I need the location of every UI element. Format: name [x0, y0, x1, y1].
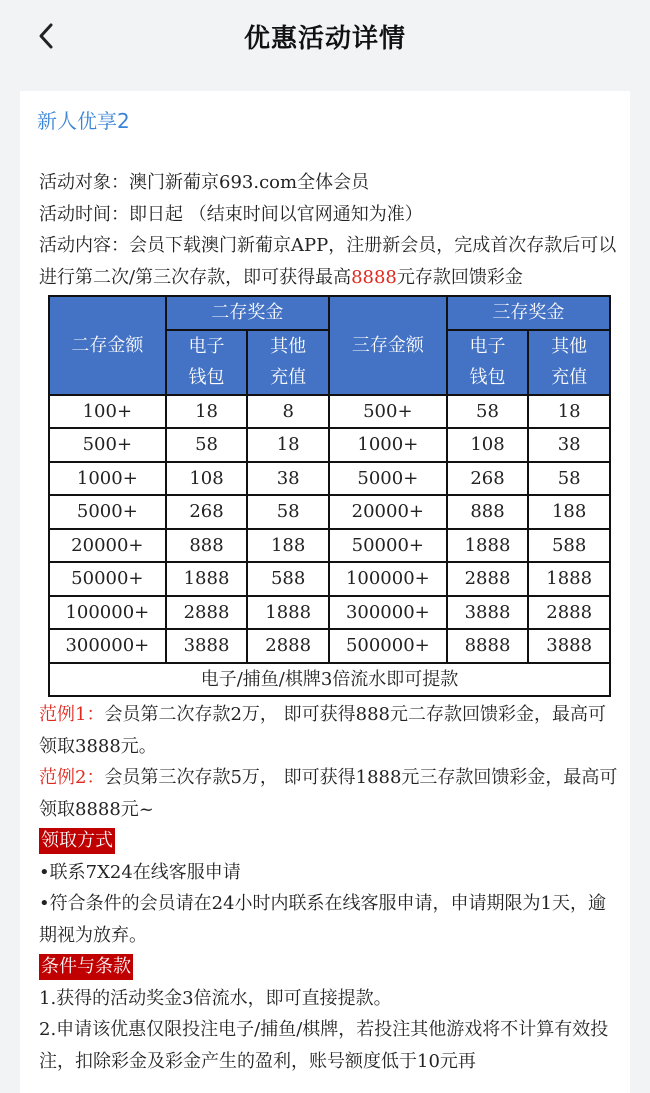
- third-bonus-header: 三存奖金: [447, 296, 610, 330]
- second-wallet-cell: 268: [166, 495, 248, 529]
- third-other-cell: 1888: [528, 562, 610, 596]
- max-bonus-highlight: 8888: [351, 266, 397, 288]
- page-title: 优惠活动详情: [243, 24, 406, 54]
- third-wallet-cell: 2888: [447, 562, 529, 596]
- second-bonus-header: 二存奖金: [166, 296, 329, 330]
- third-amount-header: 三存金额: [329, 296, 447, 395]
- third-wallet-cell: 3888: [447, 596, 529, 630]
- example-text: 会员第二次存款2万， 即可获得888元二存款回馈彩金，最高可领取3888元。: [39, 704, 606, 757]
- second-amount-header: 二存金额: [49, 296, 166, 395]
- second-amount-cell: 50000+: [49, 562, 166, 596]
- example-2: [39, 762, 619, 825]
- second-wallet-cell: 888: [166, 529, 248, 563]
- claim-item: •联系7X24在线客服申请: [39, 861, 241, 883]
- content-line: [39, 230, 619, 293]
- table-row: [49, 395, 610, 429]
- third-amount-cell: 1000+: [329, 428, 447, 462]
- promo-title: 新人优享2: [37, 109, 130, 133]
- third-wallet-cell: 268: [447, 462, 529, 496]
- second-other-cell: 588: [247, 562, 329, 596]
- table-row: [49, 529, 610, 563]
- third-wallet-cell: 8888: [447, 629, 529, 663]
- third-wallet-cell: 1888: [447, 529, 529, 563]
- second-wallet-cell: 3888: [166, 629, 248, 663]
- third-wallet-cell: 108: [447, 428, 529, 462]
- third-other-cell: 58: [528, 462, 610, 496]
- wallet-header: 电子 钱包: [166, 330, 248, 395]
- table-row: [49, 596, 610, 630]
- third-amount-cell: 300000+: [329, 596, 447, 630]
- app-header: [0, 0, 650, 72]
- third-amount-cell: 50000+: [329, 529, 447, 563]
- second-wallet-cell: 1888: [166, 562, 248, 596]
- second-amount-cell: 100000+: [49, 596, 166, 630]
- claim-item: •符合条件的会员请在24小时内联系在线客服申请，申请期限为1天，逾期视为放弃。: [39, 893, 606, 946]
- other-header: 其他 充值: [247, 330, 329, 395]
- promo-card: [20, 91, 630, 1093]
- second-amount-cell: 20000+: [49, 529, 166, 563]
- content-suffix: 元存款回馈彩金: [396, 266, 523, 288]
- table-footer: 电子/捕鱼/棋牌3倍流水即可提款: [49, 663, 610, 697]
- wallet-header: 电子 钱包: [447, 330, 529, 395]
- claim-heading: 领取方式: [39, 828, 115, 854]
- terms-item: 1.获得的活动奖金3倍流水，即可直接提款。: [39, 987, 392, 1009]
- terms-heading: 条件与条款: [39, 954, 133, 980]
- table-row: [49, 562, 610, 596]
- example-label: 范例1：: [39, 704, 105, 725]
- example-1: [39, 699, 619, 762]
- second-other-cell: 8: [247, 395, 329, 429]
- second-wallet-cell: 108: [166, 462, 248, 496]
- second-other-cell: 1888: [247, 596, 329, 630]
- third-amount-cell: 20000+: [329, 495, 447, 529]
- table-row: [49, 462, 610, 496]
- time-line: 活动时间：即日起 （结束时间以官网通知为准）: [39, 203, 423, 225]
- third-other-cell: 38: [528, 428, 610, 462]
- second-other-cell: 58: [247, 495, 329, 529]
- third-amount-cell: 500+: [329, 395, 447, 429]
- third-amount-cell: 5000+: [329, 462, 447, 496]
- other-header: 其他 充值: [528, 330, 610, 395]
- second-amount-cell: 5000+: [49, 495, 166, 529]
- promo-body: [39, 167, 619, 1077]
- table-row: [49, 428, 610, 462]
- second-amount-cell: 300000+: [49, 629, 166, 663]
- terms-item: 2.申请该优惠仅限投注电子/捕鱼/棋牌，若投注其他游戏将不计算有效投注，扣除彩金及彩金产生的盈利，账号额度低于10元再: [39, 1019, 609, 1072]
- third-wallet-cell: 888: [447, 495, 529, 529]
- table-row: [49, 629, 610, 663]
- second-other-cell: 188: [247, 529, 329, 563]
- second-wallet-cell: 2888: [166, 596, 248, 630]
- third-other-cell: 3888: [528, 629, 610, 663]
- bonus-table: [48, 295, 611, 697]
- second-wallet-cell: 18: [166, 395, 248, 429]
- content-prefix: 活动内容：会员下载澳门新葡京APP，注册新会员，完成首次存款后可以进行第二次/第三次存款，即可获得最高: [39, 235, 617, 288]
- third-other-cell: 18: [528, 395, 610, 429]
- third-amount-cell: 500000+: [329, 629, 447, 663]
- target-line: 活动对象：澳门新葡京693.com全体会员: [39, 172, 370, 193]
- second-other-cell: 18: [247, 428, 329, 462]
- third-wallet-cell: 58: [447, 395, 529, 429]
- second-wallet-cell: 58: [166, 428, 248, 462]
- table-row: [49, 495, 610, 529]
- second-amount-cell: 1000+: [49, 462, 166, 496]
- third-other-cell: 588: [528, 529, 610, 563]
- third-amount-cell: 100000+: [329, 562, 447, 596]
- example-label: 范例2：: [39, 767, 105, 788]
- third-other-cell: 2888: [528, 596, 610, 630]
- third-other-cell: 188: [528, 495, 610, 529]
- second-amount-cell: 500+: [49, 428, 166, 462]
- second-other-cell: 2888: [247, 629, 329, 663]
- second-other-cell: 38: [247, 462, 329, 496]
- example-text: 会员第三次存款5万， 即可获得1888元三存款回馈彩金，最高可领取8888元~: [39, 767, 618, 820]
- second-amount-cell: 100+: [49, 395, 166, 429]
